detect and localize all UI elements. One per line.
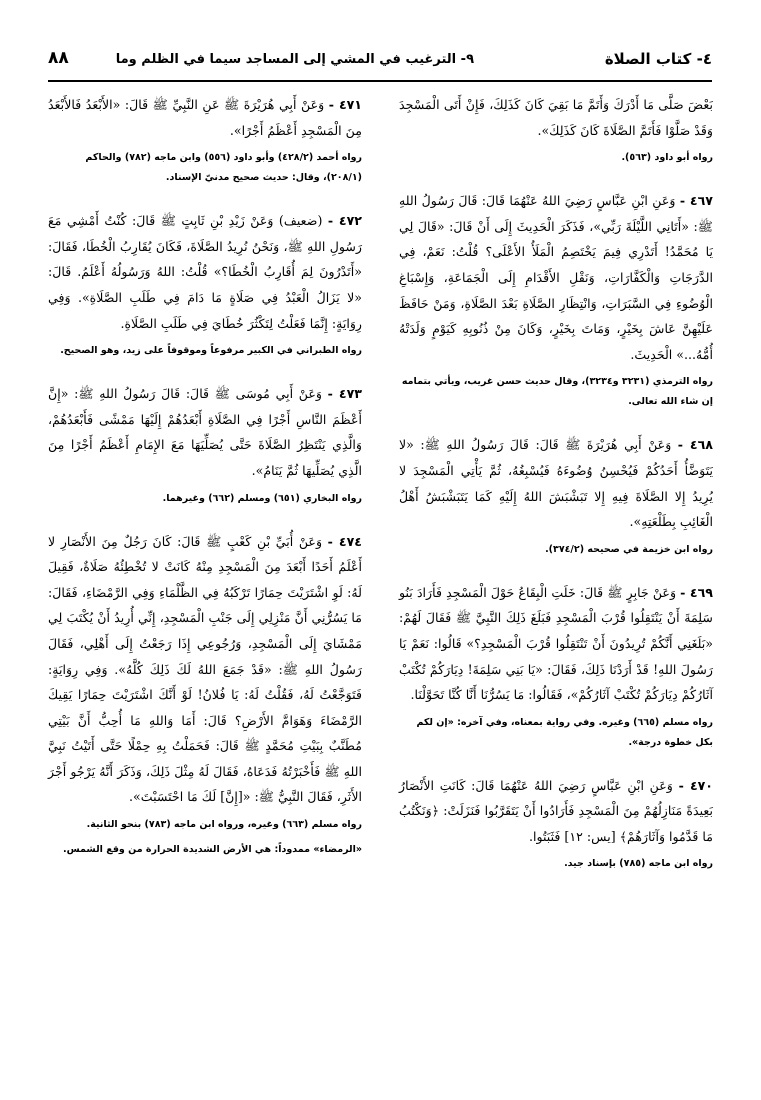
hadith-number: ٤٦٧ - <box>679 193 713 209</box>
hadith-reference: رواه البخاري (٦٥١) ومسلم (٦٦٢) وغيرهما. <box>162 492 362 504</box>
hadith-text: ٤٧١ - وَعَنْ أَبِي هُرَيْرَةَ ﷺ عَنِ النَّبِيِّ ﷺ قَالَ: «الأَبْعَدُ فَالأَبْعَدُ مِنَ الْمَسْجِدِ أَعْظَمُ أَجْرًا». <box>48 97 362 138</box>
hadith-number: ٤٧٣ - <box>327 386 362 402</box>
hadith-reference: رواه مسلم (٦٦٥) وغيره. وفي رواية بمعناه، وفي آخره: «إن لكم بكل خطوة درجة». <box>416 716 713 748</box>
hadith-473 <box>48 381 362 508</box>
chapter-title: ٩- الترغيب في المشي إلى المساجد سيما في الظلم وما <box>115 52 474 67</box>
hadith-470 <box>399 773 713 875</box>
hadith-text: ٤٦٧ - وَعَنِ ابْنِ عَبَّاسٍ رَضِيَ اللهُ عَنْهُمَا قَالَ: قَالَ رَسُولُ اللهِ ﷺ: «أَتَانِي اللَّيْلَةَ رَبِّي»، فَذَكَرَ الْحَدِيثَ إِلَى أَنْ قَالَ: «قَالَ لِي يَا مُحَمَّدُ! أَتَدْرِي فِيمَ يَخْتَصِمُ الْمَلَأُ الأَعْلَى؟ قُلْتُ: نَعَمْ، فِي الدَّرَجَاتِ وَالْكَفَّارَاتِ، وَنَقْلِ الأَقْدَامِ إِلَى الْجَمَاعَةِ، وَإِسْبَاغِ الْوُضُوءِ فِي السَّبَرَاتِ، وَانْتِظَارِ الصَّلَاةِ بَعْدَ الصَّلَاةِ، وَمَنْ حَافَظَ عَلَيْهِنَّ عَاشَ بِخَيْرٍ، وَمَاتَ بِخَيْرٍ، وَكَانَ مِنْ ذُنُوبِهِ كَيَوْمٍ وَلَدَتْهُ أُمُّهُ...» الْحَدِيثَ. <box>399 193 713 362</box>
hadith-468 <box>399 432 713 559</box>
footnote: «الرمضاء» ممدوداً: هي الأرض الشديدة الحرارة من وقع الشمس. <box>63 844 362 856</box>
hadith-471 <box>48 92 362 188</box>
hadith-number: ٤٦٩ - <box>680 584 713 600</box>
left-column <box>48 92 362 860</box>
hadith-continuation <box>399 92 713 168</box>
hadith-472 <box>48 208 362 361</box>
hadith-474 <box>48 529 362 861</box>
page-number: ٨٨ <box>48 48 69 68</box>
hadith-number: ٤٧١ - <box>328 97 362 112</box>
hadith-467 <box>399 188 713 412</box>
running-header <box>48 44 712 78</box>
hadith-text: بَعْضَ صَلَّى مَا أَدْرَكَ وَأَتَمَّ مَا بَقِيَ كَانَ كَذَلِكَ، فَإِنْ أَتَى الْمَسْجِدَ وَقَدْ صَلَّوْا فَأَتَمَّ الصَّلَاةَ كَانَ كَذَلِكَ». <box>399 97 713 138</box>
hadith-469 <box>399 580 713 753</box>
hadith-text: ٤٧٢ - (ضعيف) وَعَنْ زَيْدِ بْنِ ثَابِتٍ ﷺ قَالَ: كُنْتُ أَمْشِي مَعَ رَسُولِ اللهِ ﷺ، وَنَحْنُ نُرِيدُ الصَّلَاةَ، فَكَانَ يُقَارِبُ الْخُطَا، فَقَالَ: «أَتَدْرُونَ لِمَ أُقَارِبُ الْخُطَا؟» قُلْتُ: اللهُ وَرَسُولُهُ أَعْلَمُ. قَالَ: «لا يَزَالُ الْعَبْدُ فِي صَلَاةٍ مَا دَامَ فِي طَلَبِ الصَّلَاةِ». وَفِي رِوَايَةٍ: إِنَّمَا فَعَلْتُ لِتَكْثُرَ خُطَايَ فِي طَلَبِ الصَّلَاةِ. <box>48 213 362 331</box>
hadith-text: ٤٧٠ - وَعَنِ ابْنِ عَبَّاسٍ رَضِيَ اللهُ عَنْهُمَا قَالَ: كَانَتِ الأَنْصَارُ بَعِيدَةً مَنَازِلُهُمْ مِنَ الْمَسْجِدِ فَأَرَادُوا أَنْ يَتَقَرَّبُوا فَنَزَلَتْ: ﴿وَنَكْتُبُ مَا قَدَّمُوا وَآثَارَهُمْ﴾ [يس: ١٢] فَثَبَتُوا. <box>399 777 713 844</box>
hadith-reference: رواه ابن ماجه (٧٨٥) بإسناد جيد. <box>564 858 713 870</box>
hadith-text: ٤٧٤ - وَعَنْ أُبَيِّ بْنِ كَعْبٍ ﷺ قَالَ: كَانَ رَجُلٌ مِنَ الأَنْصَارِ لا أَعْلَمُ أَحَدًا أَبْعَدَ مِنَ الْمَسْجِدِ مِنْهُ كَانَتْ لا تُخْطِئُهُ صَلَاةٌ، فَقِيلَ لَهُ: لَوِ اشْتَرَيْتَ حِمَارًا تَرْكَبُهُ فِي الظَّلْمَاءِ وَفِي الرَّمْضَاءِ، فَقَالَ: مَا يَسُرُّنِي أَنَّ مَنْزِلِي إِلَى جَنْبِ الْمَسْجِدِ، إِنِّي أُرِيدُ أَنْ يُكْتَبَ لِي مَمْشَايَ إِلَى الْمَسْجِدِ، وَرُجُوعِي إِذَا رَجَعْتُ إِلَى أَهْلِي، فَقَالَ رَسُولُ اللهِ ﷺ: «قَدْ جَمَعَ اللهُ لَكَ ذَلِكَ كُلَّهُ». وَفِي رِوَايَةٍ: فَتَوَجَّعْتُ لَهُ، فَقُلْتُ لَهُ: يَا فُلانُ! لَوْ أَنَّكَ اشْتَرَيْتَ حِمَارًا يَقِيكَ الرَّمْضَاءَ وَهَوَامَّ الأَرْضِ؟ قَالَ: أَمَا وَاللهِ مَا أُحِبُّ أَنَّ بَيْتِي مُطَنَّبٌ بِبَيْتِ مُحَمَّدٍ ﷺ قَالَ: فَحَمَلْتُ بِهِ حِمْلًا حَتَّى أَتَيْتُ نَبِيَّ اللهِ ﷺ فَأَخْبَرْتُهُ فَدَعَاهُ، فَقَالَ لَهُ مِثْلَ ذَلِكَ، وَذَكَرَ أَنَّهُ يَرْجُو أَجْرَ الأَثَرِ، فَقَالَ النَّبِيُّ ﷺ: «[إِنَّ] لَكَ مَا احْتَسَبْتَ». <box>48 533 362 805</box>
hadith-reference: رواه أبو داود (٥٦٣). <box>621 152 713 164</box>
hadith-number: ٤٧٢ - <box>327 213 362 229</box>
hadith-reference: رواه الترمذي (٣٢٣١ و٣٢٣٤)، وقال حديث حسن غريب، ويأتي بتمامه إن شاء الله تعالى. <box>401 376 713 408</box>
right-column <box>399 92 713 874</box>
hadith-reference: رواه مسلم (٦٦٣) وغيره، ورواه ابن ماجه (٧٨٣) بنحو الثانية. <box>86 819 362 831</box>
hadith-reference: رواه ابن خزيمة في صحيحه (٣٧٤/٢). <box>545 543 713 555</box>
hadith-text: ٤٧٣ - وَعَنْ أَبِي مُوسَى ﷺ قَالَ: قَالَ رَسُولُ اللهِ ﷺ: «إِنَّ أَعْظَمَ النَّاسِ أَجْرًا فِي الصَّلَاةِ أَبْعَدُهُمْ إِلَيْهَا مَمْشًى فَأَبْعَدُهُمْ، وَالَّذِي يَنْتَظِرُ الصَّلَاةَ حَتَّى يُصَلِّيَهَا مَعَ الإِمَامِ أَعْظَمُ أَجْرًا مِنَ الَّذِي يُصَلِّيهَا ثُمَّ يَنَامُ». <box>48 386 362 478</box>
header-rule <box>48 80 712 82</box>
hadith-number: ٤٧٠ - <box>678 777 713 793</box>
hadith-number: ٤٧٤ - <box>327 533 362 549</box>
hadith-reference: رواه أحمد (٤٢٨/٢) وأبو داود (٥٥٦) وابن ماجه (٧٨٢) والحاكم (٢٠٨/١)، وقال: حديث صحيح مدنيّ الإسناد. <box>85 152 362 184</box>
hadith-number: ٤٦٨ - <box>677 437 713 453</box>
hadith-reference: رواه الطبراني في الكبير مرفوعاً وموقوفاً على زيد، وهو الصحيح. <box>60 345 362 357</box>
hadith-text: ٤٦٩ - وَعَنْ جَابِرٍ ﷺ قَالَ: خَلَتِ الْبِقَاعُ حَوْلَ الْمَسْجِدِ فَأَرَادَ بَنُو سَلِمَةَ أَنْ يَنْتَقِلُوا قُرْبَ الْمَسْجِدِ فَبَلَغَ ذَلِكَ النَّبِيَّ ﷺ فَقَالَ لَهُمْ: «بَلَغَنِي أَنَّكُمْ تُرِيدُونَ أَنْ تَنْتَقِلُوا قُرْبَ الْمَسْجِدِ؟» قَالُوا: نَعَمْ يَا رَسُولَ اللهِ! قَدْ أَرَدْنَا ذَلِكَ، فَقَالَ: «يَا بَنِي سَلِمَةَ! دِيَارَكُمْ تُكْتَبْ آثَارُكُمْ دِيَارَكُمْ تُكْتَبْ آثَارُكُمْ»، فَقَالُوا: مَا يَسُرُّنَا أَنَّا كُنَّا تَحَوَّلْنَا. <box>399 584 713 703</box>
section-title: ٤- كتاب الصلاة <box>604 50 712 68</box>
hadith-text: ٤٦٨ - وَعَنْ أَبِي هُرَيْرَةَ ﷺ قَالَ: قَالَ رَسُولُ اللهِ ﷺ: «لا يَتَوَضَّأُ أَحَدُكُمْ فَيُحْسِنُ وُضُوءَهُ فَيُسْبِغُهُ، ثُمَّ يَأْتِي الْمَسْجِدَ لا يُرِيدُ إِلا الصَّلَاةَ فِيهِ إِلا تَبَشْبَشَ اللهُ إِلَيْهِ كَمَا يَتَبَشْبَشُ أَهْلُ الْغَائِبِ بِطَلْعَتِهِ». <box>399 437 713 530</box>
